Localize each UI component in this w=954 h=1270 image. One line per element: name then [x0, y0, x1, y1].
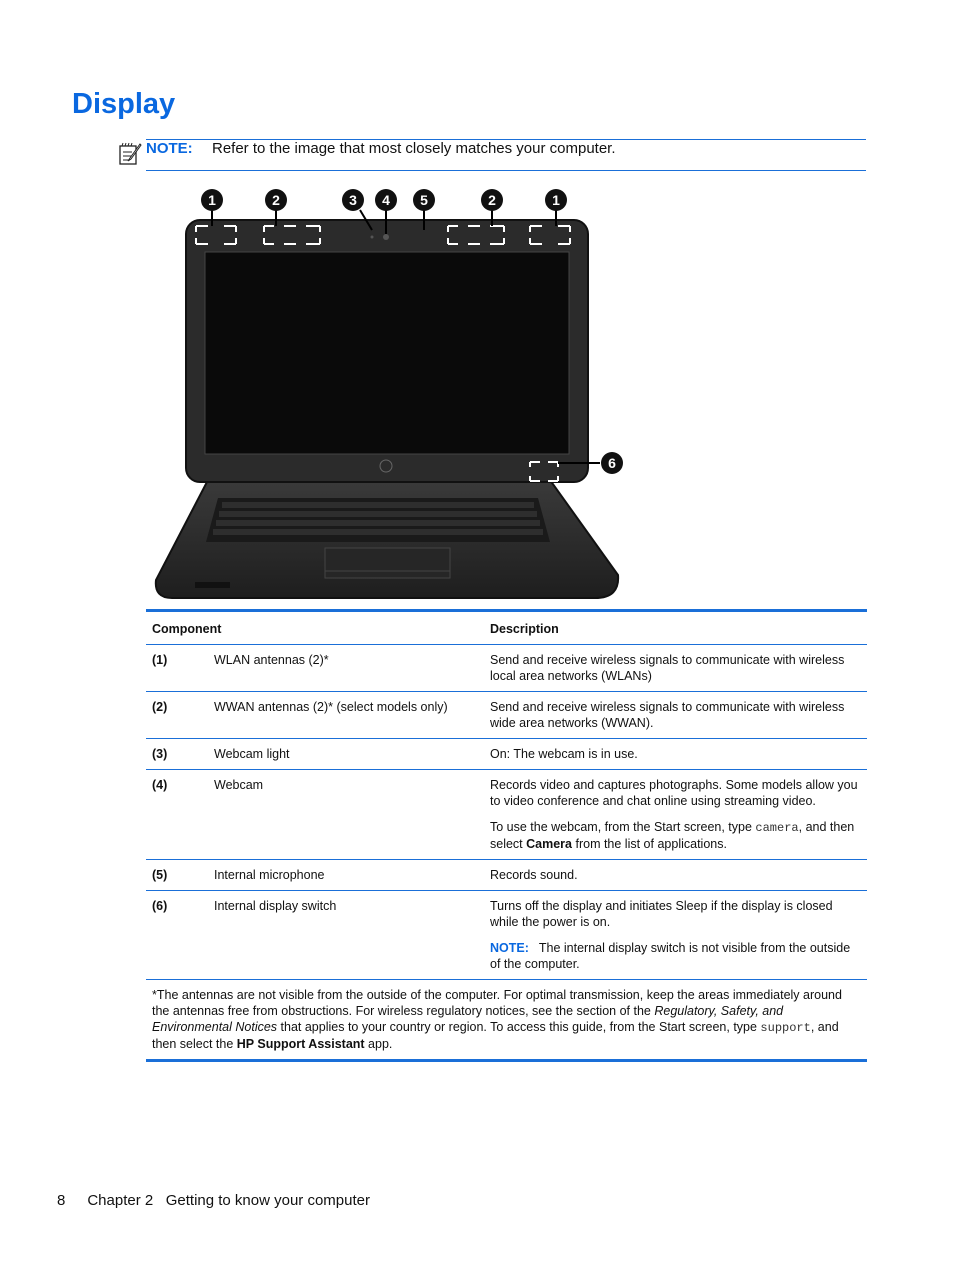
page-footer	[57, 1192, 370, 1209]
row-component: Webcam light	[208, 739, 484, 770]
callout-6: 6	[608, 455, 616, 471]
callout-5: 5	[420, 192, 428, 208]
note-text: Refer to the image that most closely matches your computer.	[212, 140, 616, 157]
row-component: WLAN antennas (2)*	[208, 645, 484, 692]
inline-note-text: The internal display switch is not visible from the outside of the computer.	[490, 941, 851, 971]
header-description: Description	[484, 611, 867, 645]
row-number: (4)	[146, 770, 208, 860]
row-description: Send and receive wireless signals to communicate with wireless local area networks (WLANs)	[484, 645, 867, 692]
table-row	[146, 891, 867, 980]
row-description: Records sound.	[484, 860, 867, 891]
row-description: Records video and captures photographs. Some models allow you to video conference and chat online using streaming video. To use the webcam, from the Start screen, type camera, and then select Camera from the list of applications.	[484, 770, 867, 860]
callout-2a: 2	[272, 192, 280, 208]
table-row	[146, 770, 867, 860]
row-number: (2)	[146, 692, 208, 739]
row-description: On: The webcam is in use.	[484, 739, 867, 770]
page-title: Display	[72, 88, 176, 120]
row-component: Internal microphone	[208, 860, 484, 891]
laptop-display-illustration	[140, 180, 640, 605]
chapter-title: Chapter 2 Getting to know your computer	[87, 1192, 370, 1209]
header-component: Component	[146, 611, 484, 645]
table-row	[146, 692, 867, 739]
callout-4: 4	[382, 192, 390, 208]
table-row	[146, 860, 867, 891]
row-component: Internal display switch	[208, 891, 484, 980]
row-description: Turns off the display and initiates Sleep if the display is closed while the power is on. NOTE: The internal display switch is not visible from the outside of the computer.	[484, 891, 867, 980]
callout-3: 3	[349, 192, 357, 208]
row-description: Send and receive wireless signals to communicate with wireless wide area networks (WWAN).	[484, 692, 867, 739]
component-table	[146, 609, 867, 1062]
row-number: (1)	[146, 645, 208, 692]
row-number: (3)	[146, 739, 208, 770]
code-support: support	[760, 1021, 811, 1035]
row-number: (6)	[146, 891, 208, 980]
code-camera: camera	[755, 821, 799, 835]
table-row	[146, 645, 867, 692]
table-row	[146, 739, 867, 770]
callout-1b: 1	[552, 192, 560, 208]
table-header-row	[146, 611, 867, 645]
row-component: WWAN antennas (2)* (select models only)	[208, 692, 484, 739]
callout-1a: 1	[208, 192, 216, 208]
table-footnote: *The antennas are not visible from the outside of the computer. For optimal transmission, keep the areas immediately around the antennas free from obstructions. For wireless regulatory notices, see the section of the Regulatory, Safety, and Environmental Notices that applies to your country or region. To access this guide, from the Start screen, type support, and then select the HP Support Assistant app.	[146, 980, 867, 1061]
page-number: 8	[57, 1192, 66, 1209]
row-number: (5)	[146, 860, 208, 891]
row-component: Webcam	[208, 770, 484, 860]
table-footnote-row	[146, 980, 867, 1061]
note-label: NOTE:	[146, 140, 193, 157]
callout-2b: 2	[488, 192, 496, 208]
inline-note-label: NOTE:	[490, 941, 529, 955]
note-icon	[118, 142, 142, 166]
